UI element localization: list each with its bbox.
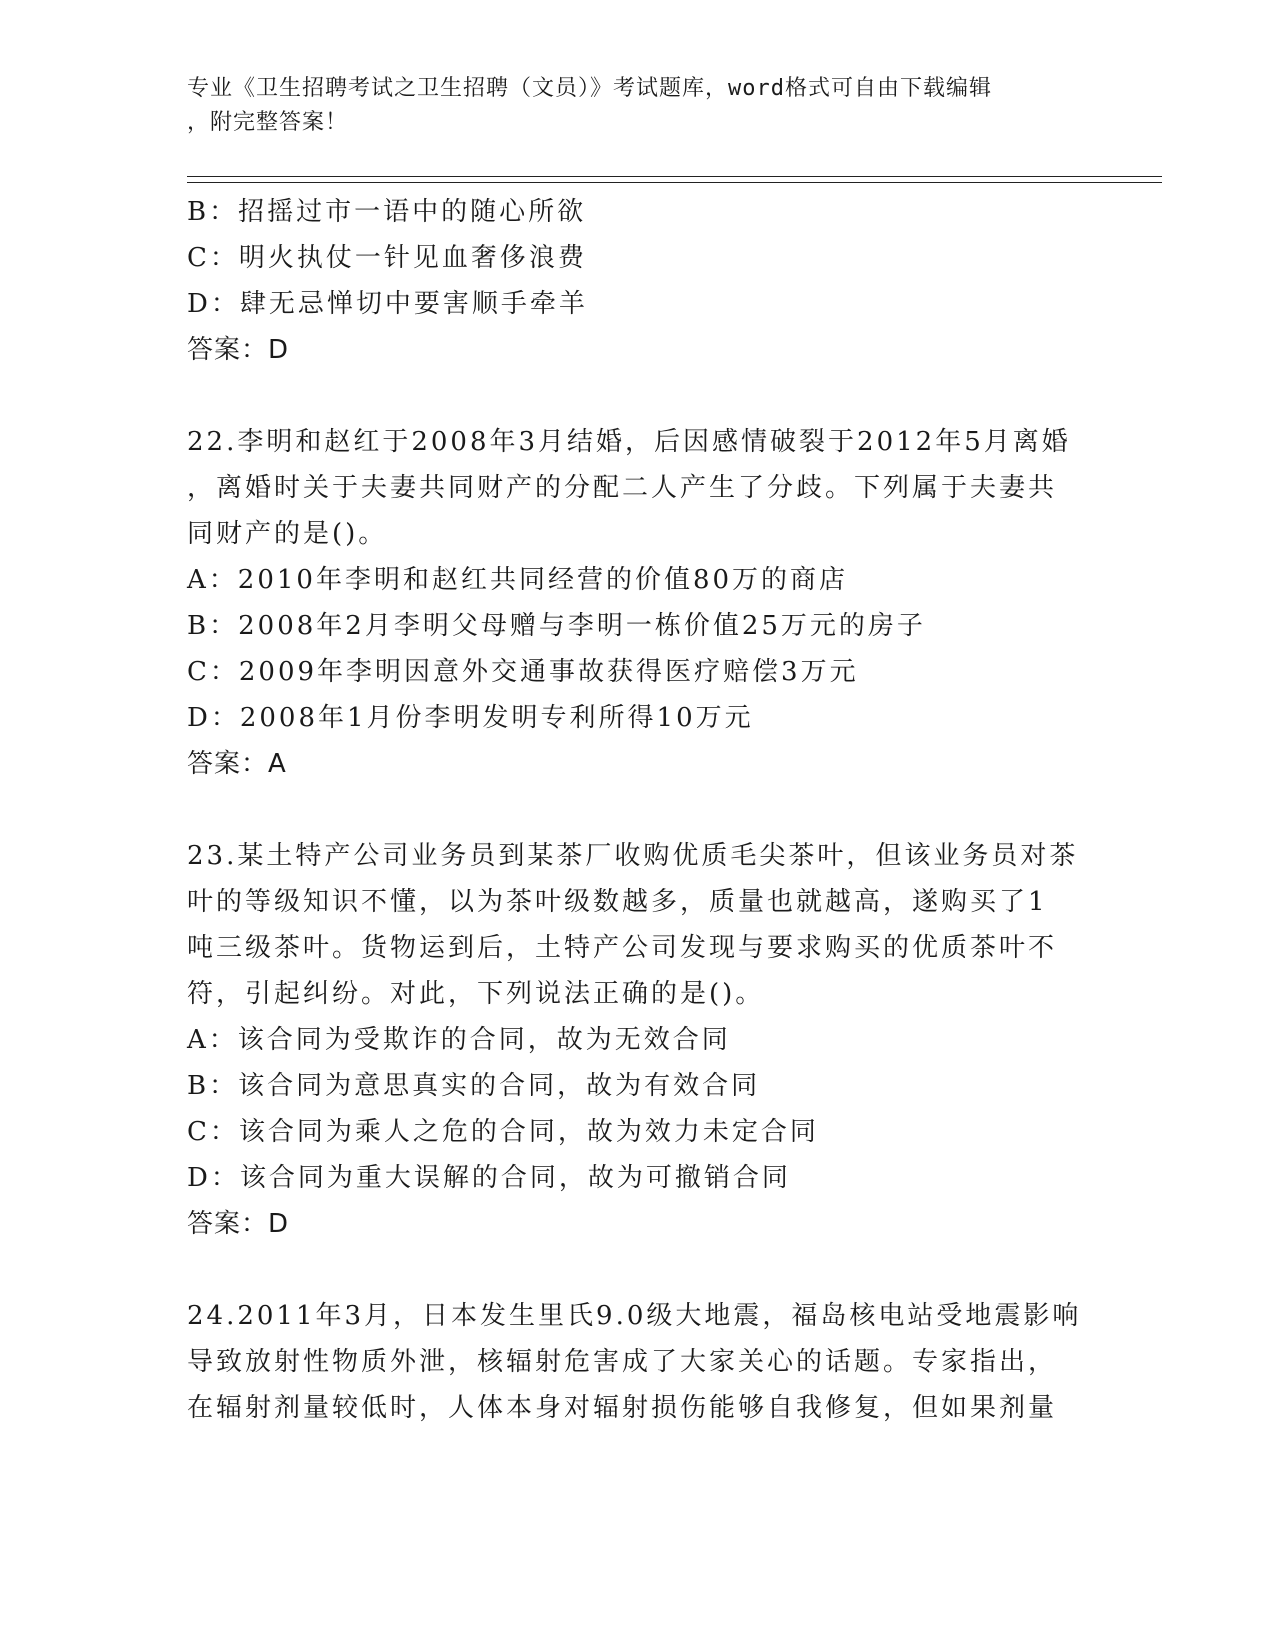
question-22 xyxy=(187,419,1087,787)
header-title-line-2: ，附完整答案！ xyxy=(187,110,349,135)
question-stem-line: 23.某土特产公司业务员到某茶厂收购优质毛尖茶叶，但该业务员对茶 xyxy=(187,841,1079,871)
option-d: D：肆无忌惮切中要害顺手牵羊 xyxy=(187,289,588,319)
question-stem-line: 22.李明和赵红于2008年3月结婚，后因感情破裂于2012年5月离婚 xyxy=(187,427,1071,457)
question-content xyxy=(187,189,1087,1431)
option-b: B：招摇过市一语中的随心所欲 xyxy=(187,197,587,227)
spacer xyxy=(187,787,1087,833)
option-a: A：2010年李明和赵红共同经营的价值80万的商店 xyxy=(187,565,849,595)
spacer xyxy=(187,373,1087,419)
question-23 xyxy=(187,833,1087,1247)
question-stem-line: ，离婚时关于夫妻共同财产的分配二人产生了分歧。下列属于夫妻共 xyxy=(187,473,1058,503)
header-divider-top xyxy=(187,176,1162,177)
header-divider-bottom xyxy=(187,182,1162,183)
option-c: C：该合同为乘人之危的合同，故为效力未定合同 xyxy=(187,1117,819,1147)
option-d: D：该合同为重大误解的合同，故为可撤销合同 xyxy=(187,1163,791,1193)
question-stem-line: 在辐射剂量较低时，人体本身对辐射损伤能够自我修复，但如果剂量 xyxy=(187,1393,1058,1423)
spacer xyxy=(187,1247,1087,1293)
option-a: A：该合同为受欺诈的合同，故为无效合同 xyxy=(187,1025,731,1055)
page-header xyxy=(187,72,1087,140)
option-b: B：2008年2月李明父母赠与李明一栋价值25万元的房子 xyxy=(187,611,926,641)
question-stem-line: 24.2011年3月，日本发生里氏9.0级大地震，福岛核电站受地震影响 xyxy=(187,1301,1082,1331)
option-d: D：2008年1月份李明发明专利所得10万元 xyxy=(187,703,754,733)
question-24 xyxy=(187,1293,1087,1431)
answer: 答案：D xyxy=(187,335,290,365)
question-stem-line: 导致放射性物质外泄，核辐射危害成了大家关心的话题。专家指出， xyxy=(187,1347,1058,1377)
question-stem-line: 符，引起纠纷。对此，下列说法正确的是()。 xyxy=(187,979,765,1009)
question-stem-line: 吨三级茶叶。货物运到后，土特产公司发现与要求购买的优质茶叶不 xyxy=(187,933,1058,963)
option-c: C：2009年李明因意外交通事故获得医疗赔偿3万元 xyxy=(187,657,859,687)
question-stem-line: 叶的等级知识不懂，以为茶叶级数越多，质量也就越高，遂购买了1 xyxy=(187,887,1048,917)
question-stem-line: 同财产的是()。 xyxy=(187,519,388,549)
answer: 答案：D xyxy=(187,1209,290,1239)
answer: 答案：A xyxy=(187,749,287,779)
header-title-line-1: 专业《卫生招聘考试之卫生招聘（文员）》考试题库，word格式可自由下载编辑 xyxy=(187,76,992,101)
question-21 xyxy=(187,189,1087,373)
option-b: B：该合同为意思真实的合同，故为有效合同 xyxy=(187,1071,761,1101)
option-c: C：明火执仗一针见血奢侈浪费 xyxy=(187,243,587,273)
